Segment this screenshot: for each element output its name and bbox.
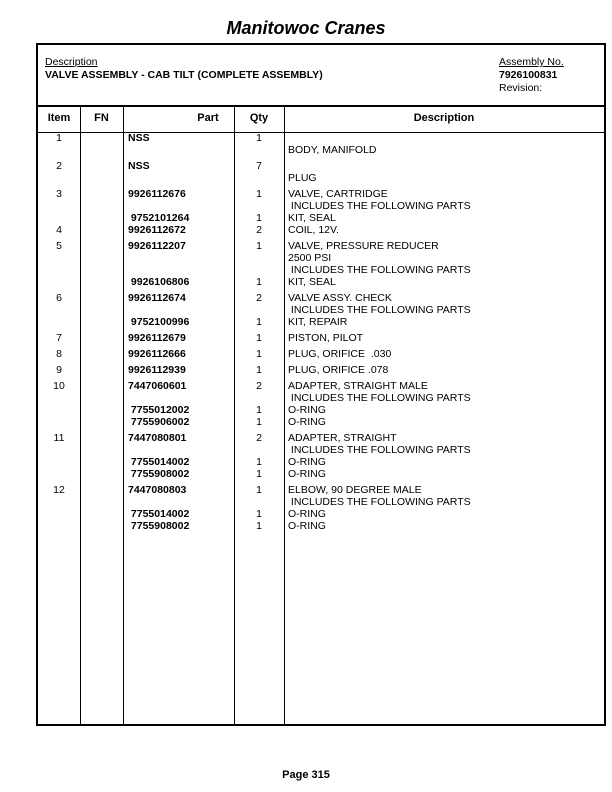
- part-number-cell: 7447060601: [128, 380, 187, 392]
- description-cell: BODY, MANIFOLD: [288, 144, 377, 156]
- table-row: [38, 316, 604, 328]
- parts-list-frame: [36, 43, 606, 726]
- part-number-cell: 7755014002: [128, 456, 190, 468]
- qty-cell: 1: [256, 404, 262, 416]
- part-number-cell: NSS: [128, 132, 150, 144]
- assembly-number-label: Assembly No.: [499, 56, 564, 68]
- part-number-cell: 7755014002: [128, 508, 190, 520]
- table-row: [38, 392, 604, 404]
- description-cell: O-RING: [288, 468, 326, 480]
- table-row: [38, 172, 604, 184]
- column-header-qty: Qty: [249, 112, 269, 124]
- description-cell: INCLUDES THE FOLLOWING PARTS: [288, 496, 471, 508]
- item-cell: 9: [56, 364, 62, 376]
- description-cell: 2500 PSI: [288, 252, 332, 264]
- page-number: Page 315: [282, 769, 330, 781]
- table-row: [38, 348, 604, 360]
- part-number-cell: NSS: [128, 160, 150, 172]
- description-cell: O-RING: [288, 404, 326, 416]
- part-number-cell: 7447080803: [128, 484, 187, 496]
- page-title: Manitowoc Cranes: [226, 18, 386, 38]
- table-row: [38, 200, 604, 212]
- item-cell: 7: [56, 332, 62, 344]
- item-cell: 6: [56, 292, 62, 304]
- column-header-part: Part: [197, 112, 219, 124]
- part-number-cell: 9926106806: [128, 276, 190, 288]
- description-cell: O-RING: [288, 520, 326, 532]
- description-cell: O-RING: [288, 508, 326, 520]
- item-cell: 11: [53, 432, 65, 444]
- table-row: [38, 468, 604, 480]
- part-number-cell: 7755908002: [128, 520, 190, 532]
- qty-cell: 2: [256, 432, 262, 444]
- table-row: [38, 484, 604, 496]
- part-number-cell: 9926112679: [128, 332, 186, 344]
- qty-cell: 1: [256, 508, 262, 520]
- table-row: [38, 132, 604, 144]
- description-cell: KIT, SEAL: [288, 212, 336, 224]
- part-number-cell: 9926112672: [128, 224, 186, 236]
- part-number-cell: 9926112939: [128, 364, 186, 376]
- description-cell: PISTON, PILOT: [288, 332, 364, 344]
- description-cell: INCLUDES THE FOLLOWING PARTS: [288, 392, 471, 404]
- table-row: [38, 520, 604, 532]
- description-cell: VALVE ASSY. CHECK: [288, 292, 392, 304]
- part-number-cell: 7755012002: [128, 404, 190, 416]
- qty-cell: 1: [256, 456, 262, 468]
- qty-cell: 1: [256, 520, 262, 532]
- description-cell: KIT, REPAIR: [288, 316, 348, 328]
- qty-cell: 1: [256, 188, 262, 200]
- item-cell: 8: [56, 348, 62, 360]
- table-row: [38, 160, 604, 172]
- revision-label: Revision:: [499, 82, 543, 94]
- part-number-cell: 9926112676: [128, 188, 186, 200]
- table-row: [38, 188, 604, 200]
- qty-cell: 1: [256, 316, 262, 328]
- item-cell: 10: [53, 380, 65, 392]
- part-number-cell: 9926112666: [128, 348, 186, 360]
- table-row: [38, 212, 604, 224]
- qty-cell: 1: [256, 348, 262, 360]
- part-number-cell: 7755906002: [128, 416, 190, 428]
- table-row: [38, 380, 604, 392]
- column-header-description: Description: [413, 112, 475, 124]
- description-cell: VALVE, PRESSURE REDUCER: [288, 240, 439, 252]
- table-row: [38, 444, 604, 456]
- qty-cell: 1: [256, 468, 262, 480]
- description-cell: INCLUDES THE FOLLOWING PARTS: [288, 304, 471, 316]
- qty-cell: 1: [256, 484, 262, 496]
- item-cell: 2: [56, 160, 62, 172]
- part-number-cell: 9926112674: [128, 292, 186, 304]
- qty-cell: 2: [256, 380, 262, 392]
- description-cell: PLUG: [288, 172, 317, 184]
- table-row: [38, 496, 604, 508]
- qty-cell: 2: [256, 292, 262, 304]
- description-cell: PLUG, ORIFICE .030: [288, 348, 392, 360]
- table-row: [38, 456, 604, 468]
- assembly-header: [38, 45, 604, 107]
- qty-cell: 1: [256, 240, 262, 252]
- qty-cell: 2: [256, 224, 262, 236]
- qty-cell: 1: [256, 364, 262, 376]
- table-row: [38, 240, 604, 252]
- qty-cell: 1: [256, 132, 262, 144]
- assembly-number: 7926100831: [499, 69, 558, 81]
- table-row: [38, 252, 604, 264]
- table-row: [38, 416, 604, 428]
- part-number-cell: 9752100996: [128, 316, 190, 328]
- item-cell: 12: [53, 484, 65, 496]
- table-row: [38, 144, 604, 156]
- qty-cell: 1: [256, 332, 262, 344]
- assembly-description: VALVE ASSEMBLY - CAB TILT (COMPLETE ASSEMBLY): [45, 69, 323, 81]
- description-cell: PLUG, ORIFICE .078: [288, 364, 389, 376]
- description-label: Description: [45, 56, 98, 68]
- qty-cell: 1: [256, 416, 262, 428]
- table-row: [38, 432, 604, 444]
- description-cell: O-RING: [288, 456, 326, 468]
- description-cell: INCLUDES THE FOLLOWING PARTS: [288, 444, 471, 456]
- column-header-fn: FN: [94, 112, 109, 124]
- description-cell: INCLUDES THE FOLLOWING PARTS: [288, 200, 471, 212]
- description-cell: ADAPTER, STRAIGHT: [288, 432, 397, 444]
- table-row: [38, 404, 604, 416]
- table-row: [38, 364, 604, 376]
- table-row: [38, 332, 604, 344]
- qty-cell: 1: [256, 212, 262, 224]
- qty-cell: 7: [256, 160, 262, 172]
- part-number-cell: 9926112207: [128, 240, 186, 252]
- description-cell: O-RING: [288, 416, 326, 428]
- table-row: [38, 292, 604, 304]
- part-number-cell: 7755908002: [128, 468, 190, 480]
- description-cell: COIL, 12V.: [288, 224, 339, 236]
- item-cell: 4: [56, 224, 62, 236]
- description-cell: VALVE, CARTRIDGE: [288, 188, 388, 200]
- item-cell: 3: [56, 188, 62, 200]
- table-row: [38, 276, 604, 288]
- description-cell: ELBOW, 90 DEGREE MALE: [288, 484, 422, 496]
- description-cell: KIT, SEAL: [288, 276, 336, 288]
- table-row: [38, 264, 604, 276]
- qty-cell: 1: [256, 276, 262, 288]
- table-row: [38, 508, 604, 520]
- table-row: [38, 304, 604, 316]
- description-cell: ADAPTER, STRAIGHT MALE: [288, 380, 428, 392]
- column-header-item: Item: [47, 112, 71, 124]
- item-cell: 1: [56, 132, 62, 144]
- description-cell: INCLUDES THE FOLLOWING PARTS: [288, 264, 471, 276]
- part-number-cell: 9752101264: [128, 212, 190, 224]
- part-number-cell: 7447080801: [128, 432, 187, 444]
- item-cell: 5: [56, 240, 62, 252]
- table-row: [38, 224, 604, 236]
